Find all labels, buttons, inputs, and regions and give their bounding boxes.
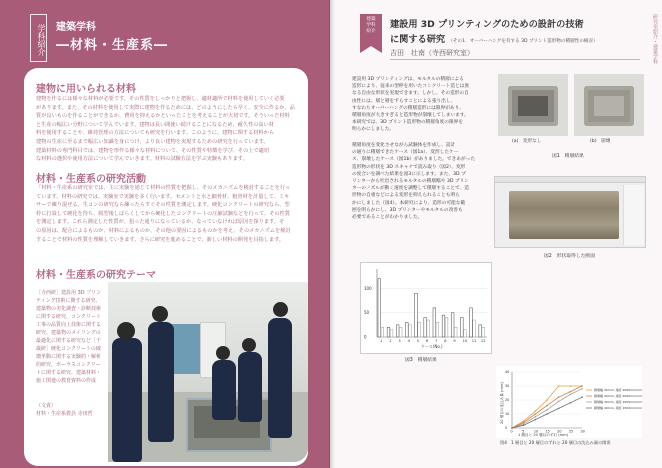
x-tick-label: 11 bbox=[471, 339, 477, 343]
figure-1 bbox=[494, 68, 646, 148]
section-title-materials: 建物に用いられる材料 bbox=[36, 84, 136, 95]
text-line: 壊挙動に関する実験的・解析 bbox=[36, 354, 102, 360]
bar bbox=[464, 330, 467, 337]
x-tick-label: 30 bbox=[580, 429, 585, 434]
figure-4-caption: 図4 1 層目と 20 層目のずれと 20 層目の沈込み量の関係 bbox=[500, 440, 611, 445]
photo-head bbox=[117, 322, 135, 340]
text-line: 「材料・生産系の研究室では、主に実験を通じて材料の性質を把握し、そのメカニズムを検討することを行っ bbox=[36, 185, 291, 191]
bar bbox=[433, 308, 436, 337]
photo-person bbox=[268, 318, 292, 438]
bar bbox=[427, 320, 430, 337]
y-tick-label: 30 bbox=[505, 384, 510, 389]
x-tick-label: 0 bbox=[510, 429, 513, 434]
legend-label: 積層幅 30mm, 速度 1500mm/min bbox=[594, 400, 642, 405]
photo-person bbox=[212, 360, 236, 420]
text-line: （文責） bbox=[36, 403, 57, 409]
research-theme-list bbox=[36, 289, 104, 385]
data-point bbox=[535, 410, 537, 412]
data-point bbox=[558, 385, 560, 387]
section-pin-tag bbox=[360, 14, 382, 46]
photo-person bbox=[238, 352, 262, 422]
title-text: に関する研究 bbox=[390, 34, 446, 45]
text-line: 建物の生産に至るまで幅広い知識を身につけ、より良い建物を実現するための研究を行っています。 bbox=[36, 138, 269, 145]
y-tick-label: 20 bbox=[505, 398, 510, 403]
section-body-research bbox=[36, 184, 298, 244]
data-point bbox=[558, 401, 560, 403]
x-tick-label: 7 bbox=[435, 339, 438, 343]
bar bbox=[378, 279, 381, 337]
text-line: 積層角度が大きすぎると造形物が崩壊してしまいます。 bbox=[352, 113, 469, 119]
section-body-materials bbox=[36, 95, 298, 164]
data-point bbox=[535, 416, 537, 418]
text-line: すなわちオーバーハングの積層造形には限界があり、 bbox=[352, 105, 464, 111]
y-tick-label: 100 bbox=[364, 285, 372, 291]
text-line: ターのノズルが動く速度を調整して積層することで、造 bbox=[352, 186, 469, 192]
text-line: 由性には、層と層をずらすことによる張り出し、 bbox=[352, 98, 456, 104]
data-point bbox=[546, 399, 548, 401]
side-label: 研究室紹介・建築学科 bbox=[652, 14, 658, 64]
bar bbox=[461, 318, 464, 337]
text-line: 囲を明らかにし、3D プリンターやモルタルの改善も bbox=[352, 207, 463, 213]
text-line: 工事の品質向上技術に関する bbox=[36, 322, 102, 328]
bar bbox=[436, 322, 439, 337]
text-line: の通りに積層できたケース（図1a）、変形したケー bbox=[352, 150, 459, 156]
bar bbox=[409, 325, 412, 337]
bar bbox=[445, 318, 448, 337]
data-point bbox=[535, 413, 537, 415]
bar bbox=[387, 327, 390, 337]
y-tick-label: 0 bbox=[364, 334, 367, 340]
section-title-research: 材料・生産系の研究活動 bbox=[36, 174, 146, 185]
data-point bbox=[511, 427, 513, 429]
figure-2-scan bbox=[494, 176, 646, 248]
text-line: 質が良いものを作ることができるか、費用を抑えるかといったことを考えることが大切です。そういった材料 bbox=[36, 113, 290, 120]
scan-side-panel bbox=[623, 185, 644, 245]
paper-subtitle: （その1．オーバーハングを有する 3D プリント造形物の積層性の検討） bbox=[448, 39, 598, 44]
text-line: を測定します。これら測定した性質が、狙った通りになっているか、なっていなければ原因を探ります。そ bbox=[36, 219, 285, 226]
x-tick-label: 4 bbox=[407, 339, 410, 343]
text-line: の原因は、配合によるものか、材料によるものか、その他の要因によるものかを考え、そのメカニズムを検討 bbox=[36, 227, 291, 234]
dept-tag: 学科紹介 bbox=[30, 14, 47, 62]
data-point bbox=[570, 385, 572, 387]
figure-3-chart bbox=[360, 262, 492, 354]
text-line: 建物を作るには様々な材料が必要です。その性質をしっかりと把握し、適材適所で材料を使用していく必要 bbox=[36, 96, 285, 102]
text-line: 学科 bbox=[366, 23, 376, 28]
y-tick-label: 10 bbox=[505, 412, 510, 417]
bar bbox=[442, 315, 445, 337]
x-tick-label: 5 bbox=[522, 429, 525, 434]
bar bbox=[479, 325, 482, 337]
text-line: なる自由な形状を実現できます。しかし、その造形の自 bbox=[352, 91, 469, 97]
body-text-bottom bbox=[352, 142, 488, 221]
x-tick-label: 15 bbox=[545, 429, 550, 434]
x-tick-label: 1 bbox=[380, 339, 383, 343]
text-line: トに関する研究、建築材料・ bbox=[36, 370, 102, 376]
x-tick-label: 8 bbox=[444, 339, 447, 343]
data-point bbox=[558, 396, 560, 398]
text-line: 本研究では、3D プリント造形物の積層角度の限界を bbox=[352, 120, 464, 126]
dept-name: 建築学科 bbox=[56, 22, 96, 33]
data-point bbox=[546, 409, 548, 411]
text-line: 必要であることがわかりました。 bbox=[352, 215, 423, 221]
text-line: 枠に打設して硬化を待ち、脱型後しばらくしてから硬化したコンクリートの圧縮試験などを行って、その性質 bbox=[36, 210, 290, 217]
text-line: 料を使用することや、維持管理の方法についても研究を行います。このように、建物に関する材料から bbox=[36, 130, 275, 137]
photo-specimen-b bbox=[574, 74, 644, 136]
specimen-hole bbox=[518, 96, 548, 116]
data-point bbox=[535, 419, 537, 421]
data-point bbox=[523, 422, 525, 424]
text-line: 建築材料の専門科目では、建物を形作る様々な材料について、その性質や特徴を学び、その上で適切 bbox=[36, 147, 270, 154]
text-line: ています。材料の研究では、実験室で実験を多く行います。セメントと水と細骨材、粗骨材を計量して、ミキ bbox=[36, 193, 290, 200]
x-axis-label: ケース(No.) bbox=[421, 344, 443, 349]
bar bbox=[451, 313, 454, 337]
y-tick-label: 50 bbox=[364, 310, 370, 316]
author: 吉田 壮南（寺西研究室） bbox=[390, 49, 474, 57]
text-line: ティング技術に関する研究、 bbox=[36, 298, 101, 304]
bar bbox=[415, 293, 418, 337]
text-line: することで材料の性質を理解していきます。さらに研究を進めることで、新しい材料の開発を目指します。 bbox=[36, 236, 285, 243]
text-line: ［寺西研］建設用 3D プリン bbox=[36, 290, 102, 296]
data-point bbox=[546, 405, 548, 407]
text-line: と生産の幅広い分野について学んでいます。建物は長い間使い続けることになるため、耐久性の高い材 bbox=[36, 121, 274, 128]
photo-head bbox=[242, 338, 256, 352]
legend-label: 積層幅 40mm, 速度 1500mm/min bbox=[594, 406, 642, 411]
x-tick-label: 6 bbox=[425, 339, 429, 343]
line-chart bbox=[496, 366, 642, 438]
spine-shadow bbox=[329, 0, 335, 468]
bar bbox=[470, 308, 473, 337]
series-line bbox=[512, 386, 582, 428]
data-point bbox=[523, 424, 525, 426]
bar bbox=[473, 320, 476, 337]
paper-title-line2 bbox=[390, 31, 598, 45]
text-line: ス、崩壊したケース（図1b）がありました。できあがった bbox=[352, 157, 476, 163]
figure-4-chart bbox=[496, 366, 642, 438]
data-point bbox=[558, 408, 560, 410]
figure-2-caption: 図2 形状取得した断面 bbox=[544, 254, 596, 259]
y-tick-label: 0 bbox=[505, 426, 508, 431]
data-point bbox=[570, 391, 572, 393]
photo-head bbox=[216, 346, 230, 360]
bar bbox=[406, 322, 409, 337]
text-line: 明らかにしました。 bbox=[352, 127, 395, 133]
text-line: 建設用 3D プリンティングは、モルタルの積層による bbox=[352, 77, 464, 82]
text-line: 的研究、ポーラスコンクリー bbox=[36, 362, 101, 368]
x-tick-label: 10 bbox=[462, 339, 468, 343]
data-point bbox=[523, 423, 525, 425]
text-line: 最適化に関する研究など［千 bbox=[36, 338, 102, 344]
text-line: 紹介 bbox=[366, 29, 376, 34]
text-line: 材料・生産系教員 寺田哲 bbox=[36, 411, 93, 417]
x-tick-label: 5 bbox=[416, 339, 420, 343]
text-line: 建築物の劣化調査・診断技術 bbox=[36, 306, 102, 312]
lab-photo bbox=[108, 282, 308, 462]
bar bbox=[482, 327, 485, 337]
text-line: 形物の自重などによる変形を抑えられることも明ら bbox=[352, 193, 460, 199]
bar bbox=[454, 327, 457, 337]
bar bbox=[399, 327, 402, 337]
body-text-top bbox=[352, 76, 488, 134]
photo-caption-b: (b) 崩壊 bbox=[590, 139, 611, 144]
data-point bbox=[581, 385, 583, 387]
photo-head bbox=[152, 306, 168, 322]
data-point bbox=[581, 388, 583, 390]
text-line: があります。また、その材料を使用して実際に建物を作るためには、どのようにしたら早く、安全に作るか、品 bbox=[36, 104, 295, 111]
legend-label: 積層幅 40mm, 速度 2000mm/min bbox=[594, 394, 642, 399]
data-point bbox=[581, 396, 583, 398]
text-line: 積層角度を変化させながら試験体を作成し、設計 bbox=[352, 143, 456, 148]
x-axis-label: 1 層目と 20 層目のずれ (mm) bbox=[518, 433, 568, 437]
photo-caption-a: (a) 変形なし bbox=[512, 139, 542, 144]
text-line: 研究、建築物のメイリングの bbox=[36, 330, 101, 336]
paper-title: 建設用 3D プリンティングのための設計の技術 bbox=[390, 19, 584, 30]
x-tick-label: 12 bbox=[480, 339, 486, 343]
text-line: かにしました（図4）。本研究により、造形の可能な範 bbox=[352, 200, 466, 206]
byline bbox=[36, 402, 116, 418]
specimen-hole bbox=[594, 96, 624, 116]
bar bbox=[418, 322, 421, 337]
data-point bbox=[546, 413, 548, 415]
x-tick-label: 20 bbox=[557, 429, 562, 434]
text-line: 造形物の形状を 3D スキャナで読み取り（図2）、変形 bbox=[352, 164, 466, 170]
bar bbox=[424, 318, 427, 337]
text-line: リンターから吐出されるモルタルの積層幅や 3D プリン bbox=[352, 179, 469, 185]
photo-person bbox=[112, 338, 142, 462]
text-line: な材料の選択や使用方法について学んでいきます。材料の試験方法を学ぶ実験もあります。 bbox=[36, 156, 248, 163]
bar-chart bbox=[361, 263, 491, 353]
bar bbox=[390, 330, 393, 337]
data-point bbox=[570, 394, 572, 396]
x-tick-label: 9 bbox=[453, 339, 456, 343]
legend-label: 積層幅 30mm, 速度 2000mm/min bbox=[594, 388, 642, 393]
x-tick-label: 3 bbox=[398, 339, 401, 343]
figure-3-caption: 図3 積層結果 bbox=[405, 358, 437, 363]
x-tick-label: 2 bbox=[389, 339, 392, 343]
bar bbox=[396, 325, 399, 337]
x-tick-label: 25 bbox=[568, 429, 574, 434]
photo-specimen-a bbox=[498, 74, 568, 136]
text-line: 造形により、従来の型枠を用いたコンクリート造とは異 bbox=[352, 84, 470, 90]
text-line: 歳研］硬化コンクリートの破 bbox=[36, 346, 101, 352]
section-title-themes: 材料・生産系の研究テーマ bbox=[36, 270, 156, 281]
text-line: 建築 bbox=[366, 17, 376, 22]
x-tick-label: 10 bbox=[533, 429, 539, 434]
y-tick-label: 40 bbox=[505, 370, 510, 375]
y-axis-label: 20 層目の沈込み量 (mm) bbox=[500, 382, 504, 424]
scan-toolbar bbox=[495, 177, 645, 183]
text-line: に関する研究、コンクリート bbox=[36, 314, 101, 320]
figure-1-caption: 図1 積層結果 bbox=[552, 154, 584, 159]
text-line: の度合いを調べた結果を図3に示します。また、3D プ bbox=[352, 171, 466, 177]
photo-person bbox=[148, 322, 174, 442]
divider bbox=[390, 59, 640, 60]
text-line: サーで練り混ぜる、生コンの研究なら練ったらすぐその性質を測定します。硬化コンクリートの研究なら、型 bbox=[36, 202, 290, 209]
text-line: 施工関連の教育資料の作成 bbox=[36, 378, 97, 384]
data-point bbox=[570, 402, 572, 404]
scan-mesh bbox=[509, 191, 619, 239]
photo-head bbox=[273, 302, 288, 317]
dept-subtitle: ―材料・生産系― bbox=[56, 38, 169, 53]
bar bbox=[381, 327, 384, 337]
